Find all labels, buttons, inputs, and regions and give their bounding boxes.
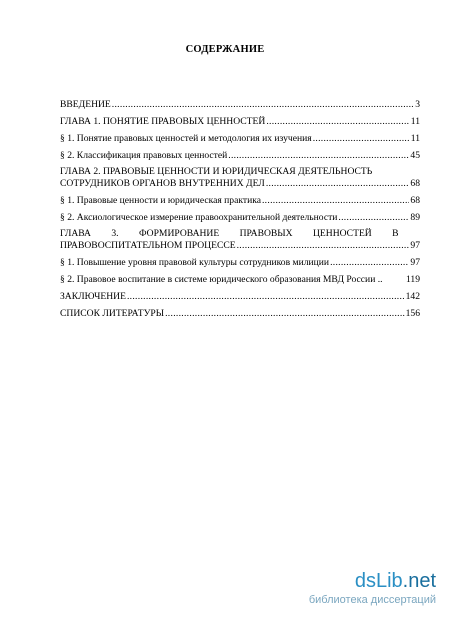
toc-entry	[60, 99, 420, 111]
toc-entry-page: 68	[410, 195, 420, 206]
toc-entry-page: 68	[410, 178, 420, 189]
toc-entry	[60, 116, 420, 128]
toc-entry-page: 97	[410, 240, 420, 251]
toc-entry-label: ГЛАВА 1. ПОНЯТИЕ ПРАВОВЫХ ЦЕННОСТЕЙ	[60, 116, 266, 127]
toc-entry-label: ЗАКЛЮЧЕНИЕ	[60, 291, 126, 302]
toc-entry-label: § 2. Классификация правовых ценностей	[60, 150, 228, 161]
toc-entry	[60, 150, 420, 162]
toc-entry-page: 3	[415, 99, 420, 110]
toc-entry-label-line2: ПРАВОВОСПИТАТЕЛЬНОМ ПРОЦЕССЕ	[60, 240, 236, 251]
leader-dots	[266, 178, 410, 190]
leader-dots	[338, 212, 409, 224]
toc-entry	[60, 274, 420, 286]
toc-entry	[60, 133, 420, 145]
toc-entry	[60, 212, 420, 224]
leader-dots	[112, 99, 414, 111]
toc-entry	[60, 166, 420, 190]
toc-entry-page: 156	[405, 308, 420, 319]
watermark-subtitle: библиотека диссертаций	[308, 594, 436, 606]
toc-entry-page: 119	[405, 274, 420, 285]
dslib-watermark	[309, 571, 436, 607]
leader-dots	[165, 308, 405, 320]
watermark-logo-tld: .net	[402, 570, 436, 592]
toc-entry-page: 142	[405, 291, 420, 302]
toc-entry	[60, 228, 420, 252]
toc-entry-label-line1: ГЛАВА 2. ПРАВОВЫЕ ЦЕННОСТИ И ЮРИДИЧЕСКАЯ ДЕЯТЕЛЬНОСТЬ	[60, 166, 373, 177]
toc-entry-label: § 2. Правовое воспитание в системе юридического образования МВД России ..	[60, 274, 383, 285]
toc-entry-label-line1: ГЛАВА 3. ФОРМИРОВАНИЕ ПРАВОВЫХ ЦЕННОСТЕЙ В	[60, 228, 399, 239]
toc-entry-page: 89	[410, 212, 420, 223]
page-title: СОДЕРЖАНИЕ	[185, 44, 265, 55]
toc-entry-label: § 1. Повышение уровня правовой культуры сотрудников милиции	[60, 257, 330, 268]
toc-entry-label-line2: СОТРУДНИКОВ ОРГАНОВ ВНУТРЕННИХ ДЕЛ	[60, 178, 265, 189]
toc-entry-page: 11	[410, 116, 420, 127]
toc-entry-label: § 2. Аксиологическое измерение правоохранительной деятельности	[60, 212, 338, 223]
toc-entry-label: § 1. Правовые ценности и юридическая практика	[60, 195, 261, 206]
toc-entry	[60, 291, 420, 303]
leader-dots	[228, 150, 409, 162]
leader-dots	[330, 257, 409, 269]
leader-dots	[266, 116, 409, 128]
leader-dots	[237, 240, 410, 252]
toc-entry	[60, 257, 420, 269]
toc-entry-label: СПИСОК ЛИТЕРАТУРЫ	[60, 308, 165, 319]
toc-entry-page: 45	[410, 150, 420, 161]
toc-entry-page: 97	[410, 257, 420, 268]
toc-entry-label: § 1. Понятие правовых ценностей и методология их изучения	[60, 133, 312, 144]
leader-dots	[313, 133, 410, 145]
leader-dots	[127, 291, 405, 303]
toc-entry	[60, 308, 420, 320]
toc-entry-label: ВВЕДЕНИЕ	[60, 99, 111, 110]
toc-entry-page: 11	[410, 133, 420, 144]
leader-dots	[262, 195, 409, 207]
watermark-logo	[309, 571, 436, 591]
watermark-logo-main: dsLib	[354, 570, 403, 592]
toc-entry	[60, 195, 420, 207]
